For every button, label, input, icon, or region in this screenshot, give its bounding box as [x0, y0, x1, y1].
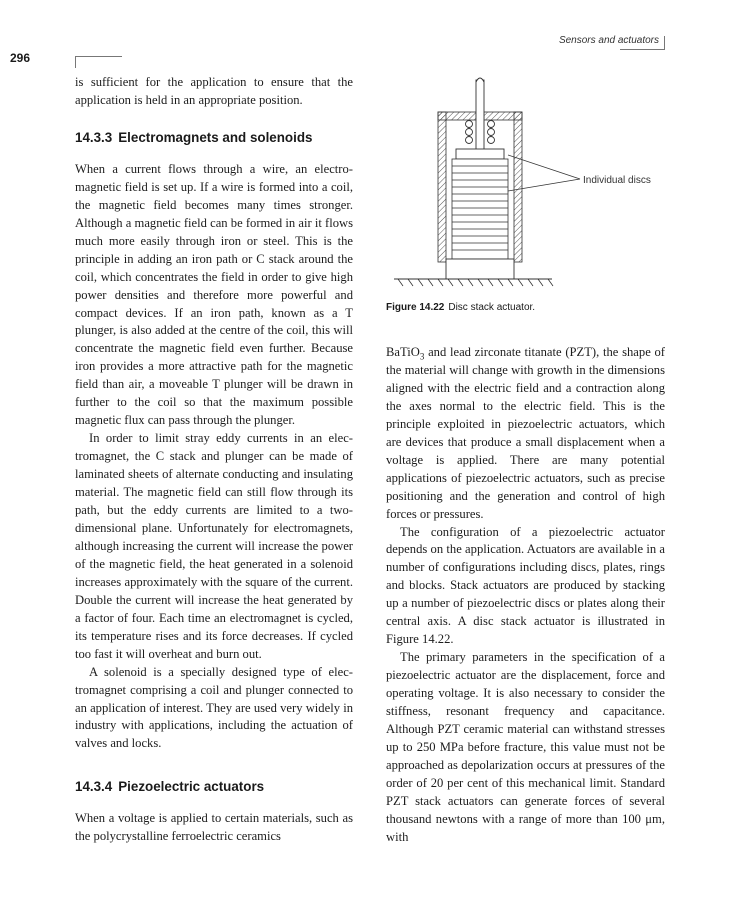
housing-top-left [438, 112, 476, 120]
formula-base: BaTiO [386, 345, 420, 359]
paragraph: A solenoid is a specially designed type of electromagnet comprising a coil and plunger connected to an application of interest. They are used very widely in industry with applications, including the actuation of valves and locks. [75, 664, 353, 751]
figure-disc-stack-actuator [386, 72, 665, 299]
formula-batio3 [386, 345, 425, 362]
disc-stack-diagram [386, 72, 665, 294]
spring-left [466, 121, 473, 144]
header-rule-left-tick [75, 56, 76, 68]
running-head: Sensors and actuators [558, 35, 659, 46]
formula-subscript: 3 [419, 351, 425, 362]
housing-left-wall [438, 112, 446, 262]
ground-hatching [398, 279, 553, 286]
header-rule-left [75, 56, 122, 57]
section-title: Electromagnets and solenoids [118, 129, 313, 145]
figure-caption [386, 302, 665, 313]
section-heading-piezoelectric [75, 778, 353, 796]
disc-stack [452, 159, 508, 259]
paragraph-intro: is sufficient for the application to ensure that the application is held in an appropriate position. [75, 75, 353, 107]
right-column [386, 344, 665, 847]
paragraph-text: and lead zirconate titanate (PZT), the shape of the material will change with growth in the dimensions aligned with the electric field and a contraction along the axes normal to the electric field. This is the principle exploited in piezoelectric actuators, which are devices that produce a small displacement when a voltage is applied. There are many potential applications of piezoelectric actuators, such as precise positioning and the generation and control of high forces or pressures. [386, 345, 665, 521]
paragraph: In order to limit stray eddy currents in an electromagnet, the C stack and plunger can be made of laminated sheets of alternate conducting and insulating material. The magnetic field can still flow through its path, but the eddy currents are limited to a two-dimensional plane. Unfortunately for electromagnets, although increasing the current will increase the power of the magnetic field, the heat generated in a solenoid increases approximately with the square of the current. Double the current will increase the heat generated by a factor of four. Each time an electromagnet is cycled, its temperature rises and its force decreases. If cycled too fast it will overheat and burn out. [75, 431, 353, 661]
housing-right-wall [514, 112, 522, 262]
section-number: 14.3.4 [75, 779, 113, 795]
callout-label: Individual discs [583, 175, 651, 186]
top-plate [456, 149, 504, 159]
housing-top-right [484, 112, 522, 120]
paragraph: The configuration of a piezoelectric actuator depends on the application. Actuators are available in a number of configurations including discs, plates, rings and blocks. Stack actuators are produced by stacking up a number of piezoelectric discs or plates along their central axis. A disc stack actuator is illustrated in Figure 14.22. [386, 524, 665, 647]
header-rule-right-tick [664, 36, 665, 50]
caption-label: Figure 14.22 [386, 302, 445, 313]
page-number: 296 [10, 51, 31, 65]
section-heading-electromagnets [75, 129, 353, 147]
section-title: Piezoelectric actuators [118, 779, 265, 795]
plunger-rod-tip [476, 78, 484, 82]
left-column [75, 74, 353, 846]
paragraph: When a voltage is applied to certain materials, such as the polycrystalline ferroelectric ceramics [75, 811, 353, 844]
section-number: 14.3.3 [75, 129, 113, 145]
spring-right [488, 121, 495, 144]
paragraph: The primary parameters in the specification of a piezoelectric actuator are the displacement, force and operating voltage. It is also necessary to consider the stiffness, resonant frequency and capacitance. Although PZT ceramic material can withstand stresses up to 250 MPa before fracture, this value must not be approached as depolarization occurs at pressures of the order of 20 per cent of this mechanical limit. Standard PZT stack actuators can generate forces of several thousand newtons with a range of more than 100 μm, with [386, 650, 665, 844]
paragraph: When a current flows through a wire, an electromagnetic field is set up. If a wire is formed into a coil, the magnetic field becomes many times stronger. Although a magnetic field can be formed in air it flows much more easily through iron or steel. This is the principle in adding an iron path or C stack around the coil, which concentrates the field in order to give high power densities and therefore more powerful and compact devices. If an iron path, known as a T plunger, is also added at the centre of the coil, this will concentrate the magnetic field even further. Because iron provides a more attractive path for the magnetic field than air, a moveable T plunger will be drawn in further to the coil so that the maximum possible magnetic flux can pass through the plunger. [75, 161, 353, 428]
caption-text: Disc stack actuator. [448, 302, 536, 313]
plunger-rod [476, 80, 484, 150]
paragraph [386, 344, 665, 524]
base-block [446, 259, 514, 279]
header-rule-right [620, 49, 664, 50]
